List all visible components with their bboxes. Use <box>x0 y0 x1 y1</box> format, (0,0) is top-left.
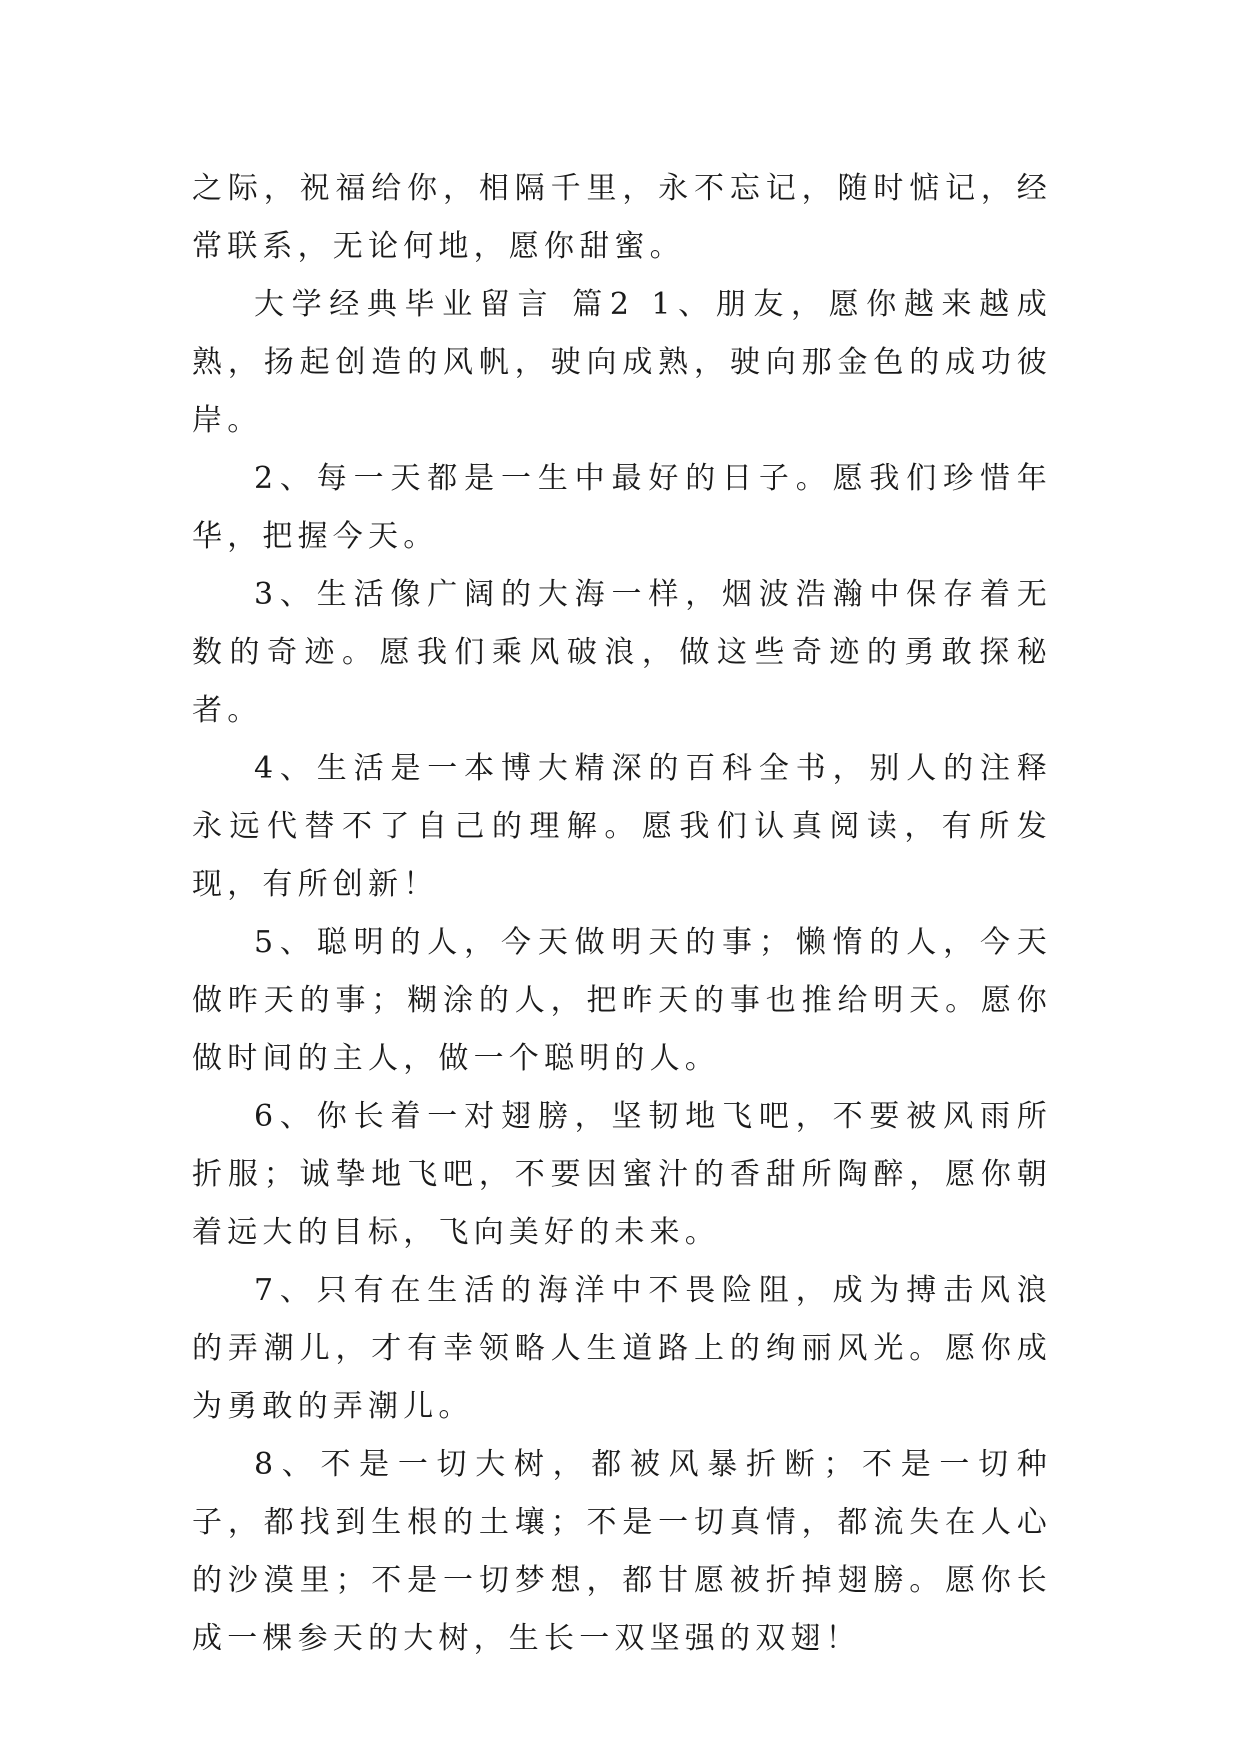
paragraph-item-6: 6、你长着一对翅膀，坚韧地飞吧，不要被风雨所折服；诚挚地飞吧，不要因蜜汁的香甜所陶醉，愿你朝着远大的目标，飞向美好的未来。 <box>192 1099 1052 1250</box>
paragraph-item-7: 7、只有在生活的海洋中不畏险阻，成为搏击风浪的弄潮儿，才有幸领略人生道路上的绚丽风光。愿你成为勇敢的弄潮儿。 <box>192 1273 1052 1424</box>
paragraph-section-2-item-1: 大学经典毕业留言 篇2 1、朋友，愿你越来越成熟，扬起创造的风帆，驶向成熟，驶向那金色的成功彼岸。 <box>192 287 1052 438</box>
paragraph-continuation: 之际，祝福给你，相隔千里，永不忘记，随时惦记，经常联系，无论何地，愿你甜蜜。 <box>192 171 1052 264</box>
paragraph-item-8: 8、不是一切大树，都被风暴折断；不是一切种子，都找到生根的土壤；不是一切真情，都流失在人心的沙漠里；不是一切梦想，都甘愿被折掉翅膀。愿你长成一棵参天的大树，生长一双坚强的双翅！ <box>192 1447 1052 1656</box>
document-page <box>192 160 1052 1668</box>
paragraph-item-2: 2、每一天都是一生中最好的日子。愿我们珍惜年华，把握今天。 <box>192 461 1052 554</box>
paragraph-item-5: 5、聪明的人，今天做明天的事；懒惰的人，今天做昨天的事；糊涂的人，把昨天的事也推给明天。愿你做时间的主人，做一个聪明的人。 <box>192 925 1052 1076</box>
paragraph-item-4: 4、生活是一本博大精深的百科全书，别人的注释永远代替不了自己的理解。愿我们认真阅读，有所发现，有所创新！ <box>192 751 1052 902</box>
paragraph-item-3: 3、生活像广阔的大海一样，烟波浩瀚中保存着无数的奇迹。愿我们乘风破浪，做这些奇迹的勇敢探秘者。 <box>192 577 1052 728</box>
